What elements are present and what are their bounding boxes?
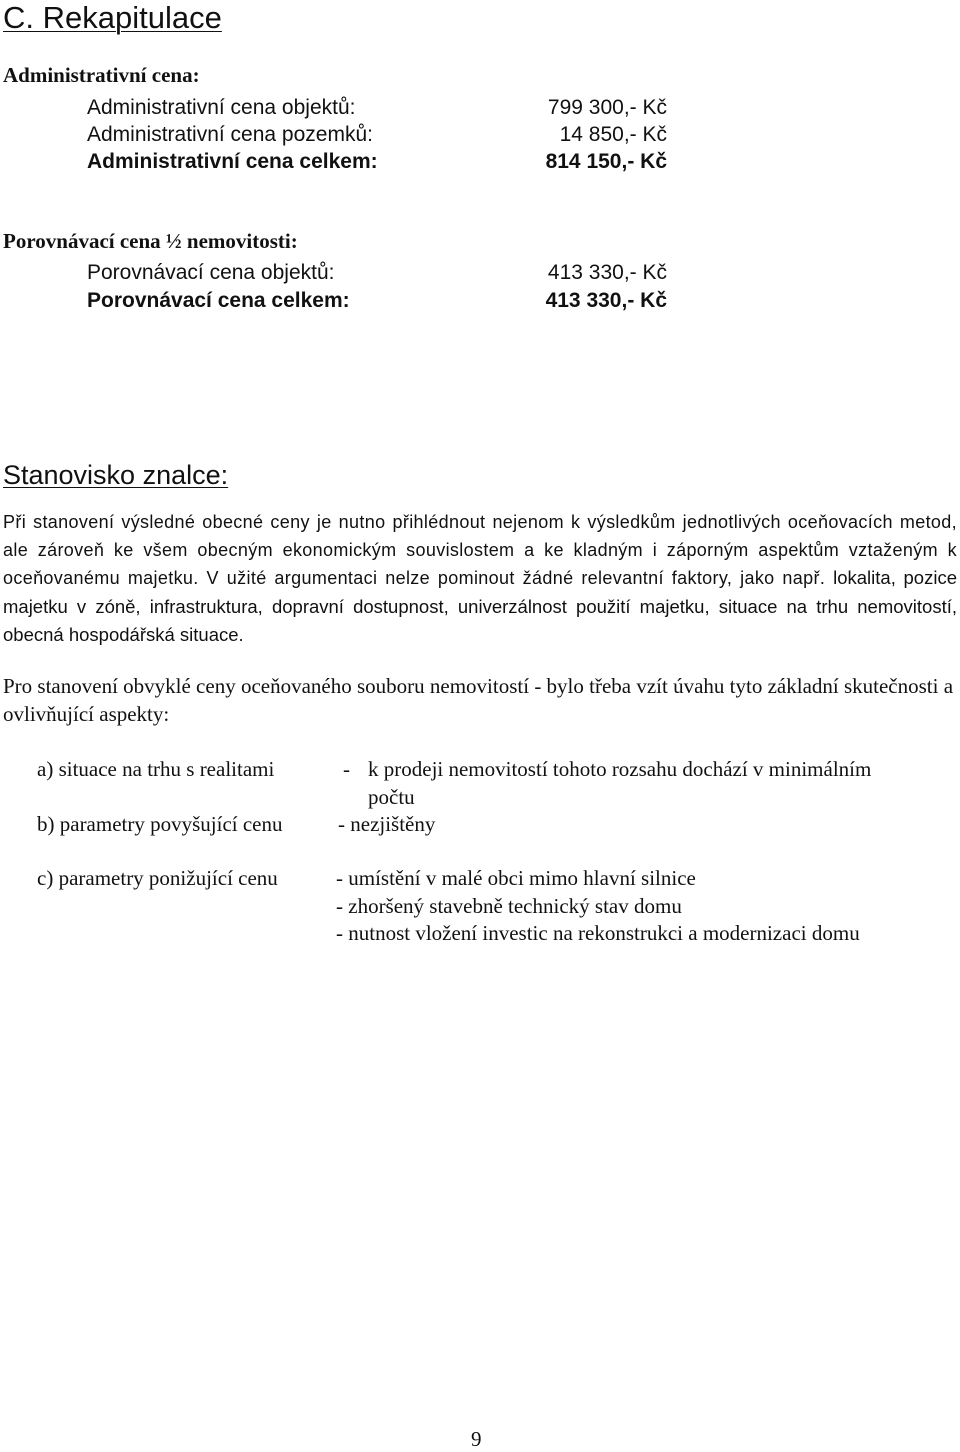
admin-objects-label: Administrativní cena objektů:: [87, 96, 356, 119]
item-b-label: b) parametry povyšující cenu: [37, 812, 283, 836]
item-a-text-line-2: počtu: [368, 785, 415, 809]
item-c-label: c) parametry ponižující cenu: [37, 866, 278, 890]
admin-total-value: 814 150,- Kč: [545, 150, 667, 173]
item-c-text-line-1: - umístění v malé obci mimo hlavní silnice: [336, 866, 696, 890]
comparative-price-heading: Porovnávací cena ½ nemovitosti:: [3, 229, 298, 253]
item-a-text-line-1: k prodeji nemovitostí tohoto rozsahu dochází v minimálním: [368, 757, 872, 781]
item-a-dash: -: [343, 757, 350, 781]
comparative-objects-value: 413 330,- Kč: [547, 261, 667, 284]
page-number: 9: [471, 1427, 482, 1451]
admin-total-label: Administrativní cena celkem:: [87, 150, 378, 173]
comparative-total-value: 413 330,- Kč: [545, 289, 667, 312]
item-b-text: - nezjištěny: [338, 812, 436, 836]
admin-land-value: 14 850,- Kč: [559, 123, 667, 146]
page-title: C. Rekapitulace: [3, 0, 222, 35]
comparative-objects-label: Porovnávací cena objektů:: [87, 261, 335, 284]
expert-opinion-heading: Stanovisko znalce:: [3, 460, 229, 490]
admin-price-heading: Administrativní cena:: [3, 63, 200, 87]
item-c-text-line-3: - nutnost vložení investic na rekonstrukci a modernizaci domu: [336, 921, 860, 945]
opinion-paragraph-1-tail: lokalita, pozice majetku v zóně, infrastruktura, dopravní dostupnost, univerzálnost použití majetku, situace na trhu nemovitostí, obecná hospodářská situace.: [3, 567, 957, 645]
admin-land-label: Administrativní cena pozemků:: [87, 123, 373, 146]
item-a-label: a) situace na trhu s realitami: [37, 757, 275, 781]
opinion-paragraph-1: [3, 509, 957, 650]
item-c-text-line-2: - zhoršený stavebně technický stav domu: [336, 894, 682, 918]
comparative-total-label: Porovnávací cena celkem:: [87, 289, 350, 312]
opinion-paragraph-2: Pro stanovení obvyklé ceny oceňovaného souboru nemovitostí - bylo třeba vzít úvahu tyto základní skutečnosti a ovlivňující aspekty:: [3, 674, 954, 726]
admin-objects-value: 799 300,- Kč: [547, 96, 667, 119]
opinion-paragraph-1-main: Při stanovení výsledné obecné ceny je nutno přihlédnout nejenom k výsledkům jednotlivých oceňovacích metod, ale zároveň ke všem obecným ekonomickým souvislostem a ke kladným i záporným aspektům vztaženým k oceňovanému majetku. V užité argumentaci nelze pominout žádné relevantní faktory, jako např.: [3, 512, 957, 588]
